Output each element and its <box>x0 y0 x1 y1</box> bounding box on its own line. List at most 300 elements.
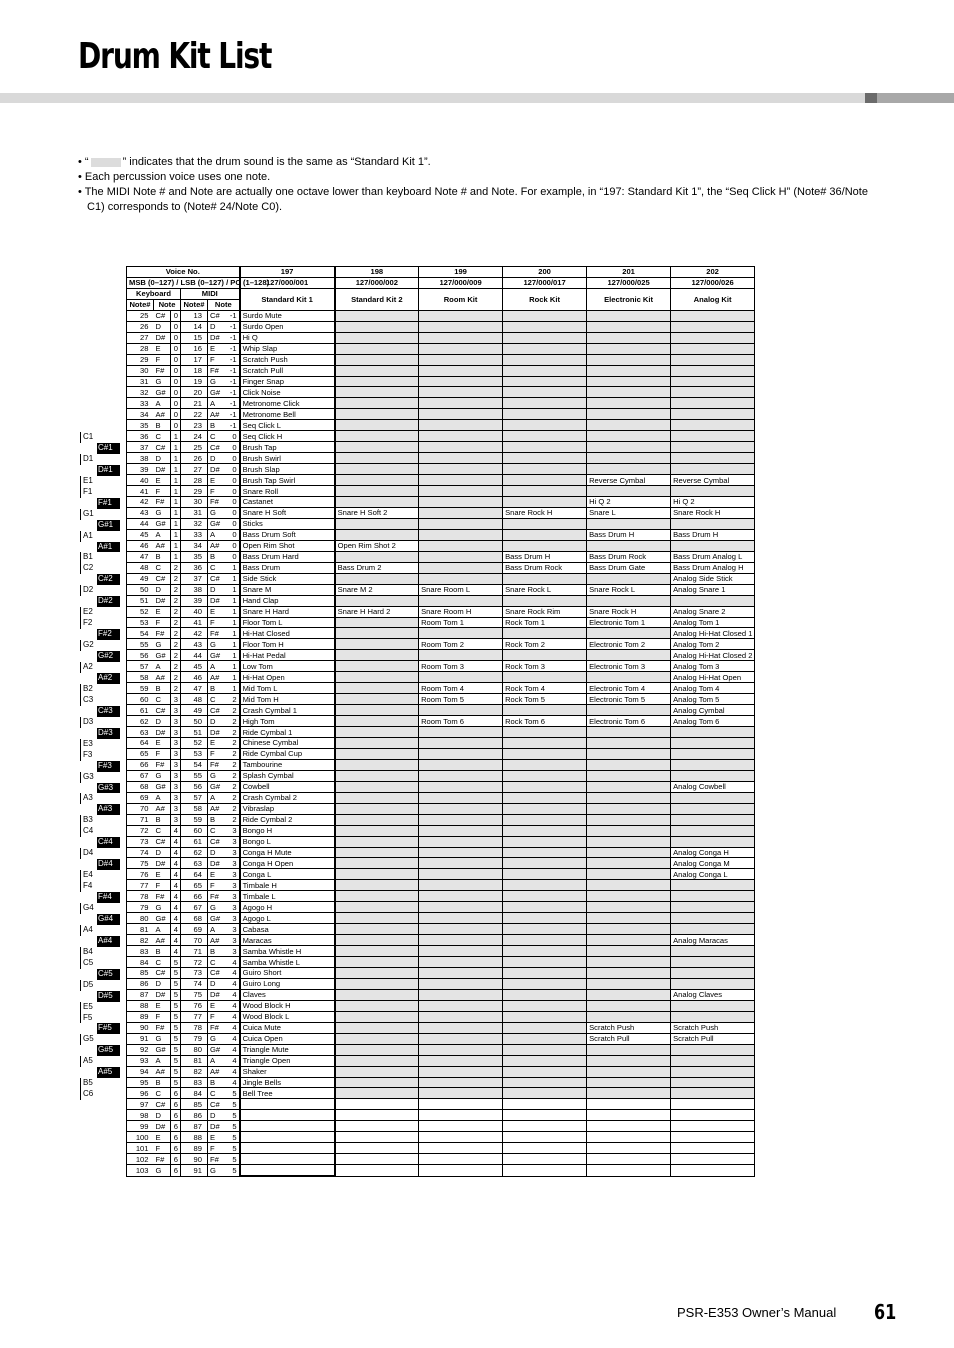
table-cell <box>503 946 587 957</box>
table-cell <box>587 310 671 321</box>
table-cell: Bass Drum 2 <box>335 562 419 573</box>
table-cell <box>671 1143 755 1154</box>
table-cell: Electronic Tom 5 <box>587 694 671 705</box>
table-cell: 2 <box>171 617 181 628</box>
table-cell: 87 <box>181 1121 208 1132</box>
table-cell: Analog Conga M <box>671 858 755 869</box>
table-cell: 47 <box>127 551 154 562</box>
table-cell <box>587 464 671 475</box>
table-cell: 44 <box>127 518 154 529</box>
table-cell: 1 <box>225 661 240 672</box>
table-cell <box>419 529 503 540</box>
table-cell: 28 <box>181 475 208 486</box>
table-cell: Snare Rock L <box>587 584 671 595</box>
table-cell: 1 <box>225 617 240 628</box>
table-row <box>127 1099 854 1110</box>
table-cell <box>335 321 419 332</box>
white-key: B3 <box>80 815 120 826</box>
table-cell: C# <box>154 836 171 847</box>
table-cell <box>587 540 671 551</box>
table-cell <box>587 946 671 957</box>
table-cell <box>335 595 419 606</box>
table-cell <box>587 727 671 738</box>
table-cell: Hi-Hat Open <box>240 672 335 683</box>
table-cell: 89 <box>181 1143 208 1154</box>
table-cell <box>587 1143 671 1154</box>
table-cell <box>419 891 503 902</box>
table-cell: C <box>154 562 171 573</box>
table-cell: A <box>208 398 225 409</box>
table-cell <box>503 1165 587 1176</box>
table-cell <box>671 924 755 935</box>
header-rule-tab <box>877 93 954 103</box>
table-cell: 3 <box>225 858 240 869</box>
table-cell: 2 <box>225 694 240 705</box>
table-cell: Whip Slap <box>240 343 335 354</box>
table-cell <box>419 518 503 529</box>
table-row <box>127 409 854 420</box>
table-row <box>127 1121 854 1132</box>
table-cell: F# <box>154 1154 171 1165</box>
table-cell: 23 <box>181 420 208 431</box>
table-cell <box>587 1099 671 1110</box>
table-cell: 91 <box>127 1033 154 1044</box>
table-cell: 62 <box>181 847 208 858</box>
white-key: G3 <box>80 772 120 783</box>
kit-msb-200: 127/000/017 <box>503 277 587 288</box>
table-cell: 14 <box>181 321 208 332</box>
table-cell: 3 <box>225 880 240 891</box>
table-row <box>127 1000 854 1011</box>
table-cell <box>587 770 671 781</box>
table-cell <box>335 924 419 935</box>
table-cell <box>587 343 671 354</box>
white-key: D5 <box>80 980 120 991</box>
table-cell: F# <box>154 1022 171 1033</box>
table-cell <box>587 748 671 759</box>
table-cell <box>671 1066 755 1077</box>
table-cell: Electronic Tom 2 <box>587 639 671 650</box>
table-cell <box>335 727 419 738</box>
table-cell <box>335 1066 419 1077</box>
table-cell: 0 <box>225 540 240 551</box>
table-cell: D <box>208 716 225 727</box>
table-cell <box>503 529 587 540</box>
table-cell <box>587 1066 671 1077</box>
white-key: F1 <box>80 487 120 498</box>
table-cell <box>335 1110 419 1121</box>
table-cell: Bass Drum <box>240 562 335 573</box>
table-cell: 35 <box>181 551 208 562</box>
table-cell <box>671 1110 755 1121</box>
table-cell: 4 <box>171 891 181 902</box>
table-cell: 27 <box>181 464 208 475</box>
table-cell: Snare Rock H <box>671 507 755 518</box>
table-cell <box>419 858 503 869</box>
table-cell: E <box>154 475 171 486</box>
table-cell <box>503 968 587 979</box>
table-cell <box>503 1154 587 1165</box>
table-cell: F <box>208 1143 225 1154</box>
table-cell: D <box>154 584 171 595</box>
table-cell: 5 <box>171 1077 181 1088</box>
table-cell <box>335 968 419 979</box>
table-cell <box>503 814 587 825</box>
table-cell <box>671 1099 755 1110</box>
table-cell <box>671 913 755 924</box>
table-cell <box>419 540 503 551</box>
table-cell: 43 <box>181 639 208 650</box>
table-cell <box>335 836 419 847</box>
table-cell <box>335 639 419 650</box>
table-cell <box>587 1000 671 1011</box>
table-cell <box>335 420 419 431</box>
drum-kit-table <box>126 266 854 1177</box>
table-cell: 2 <box>171 683 181 694</box>
table-cell: Room Tom 2 <box>419 639 503 650</box>
table-cell: 85 <box>127 968 154 979</box>
table-cell: G <box>154 639 171 650</box>
table-cell <box>587 573 671 584</box>
table-cell <box>503 858 587 869</box>
table-row <box>127 770 854 781</box>
table-cell <box>671 321 755 332</box>
table-cell <box>587 924 671 935</box>
table-cell <box>503 1121 587 1132</box>
table-row <box>127 737 854 748</box>
table-cell <box>335 1022 419 1033</box>
table-cell: 4 <box>225 1000 240 1011</box>
table-cell <box>335 989 419 1000</box>
table-cell: 83 <box>181 1077 208 1088</box>
table-cell: 68 <box>127 781 154 792</box>
table-cell <box>419 1110 503 1121</box>
table-cell: 74 <box>181 978 208 989</box>
table-cell: G# <box>208 1044 225 1055</box>
table-cell <box>671 1077 755 1088</box>
table-cell: Scratch Pull <box>671 1033 755 1044</box>
table-cell: Crash Cymbal 2 <box>240 792 335 803</box>
table-cell <box>587 1132 671 1143</box>
table-cell: 4 <box>225 989 240 1000</box>
table-cell: 2 <box>225 770 240 781</box>
table-cell: 1 <box>225 573 240 584</box>
table-cell <box>335 1055 419 1066</box>
table-cell <box>419 1011 503 1022</box>
table-cell <box>587 957 671 968</box>
table-cell: 56 <box>127 650 154 661</box>
table-cell: 4 <box>171 924 181 935</box>
table-cell: B <box>208 420 225 431</box>
table-cell <box>503 978 587 989</box>
table-cell: F <box>154 617 171 628</box>
table-cell: D <box>208 321 225 332</box>
table-cell <box>671 902 755 913</box>
table-cell <box>335 650 419 661</box>
table-cell <box>587 880 671 891</box>
table-cell <box>419 376 503 387</box>
table-cell: Snare Room H <box>419 606 503 617</box>
white-key: C3 <box>80 695 120 706</box>
table-cell <box>503 913 587 924</box>
table-cell: -1 <box>225 387 240 398</box>
table-cell <box>587 759 671 770</box>
white-key: A1 <box>80 531 120 542</box>
black-key: C#5 <box>97 969 120 980</box>
table-cell: 5 <box>171 1066 181 1077</box>
table-cell: 30 <box>181 497 208 508</box>
table-cell: 6 <box>171 1143 181 1154</box>
table-cell: Scratch Push <box>587 1022 671 1033</box>
table-cell <box>419 814 503 825</box>
table-cell: 65 <box>127 748 154 759</box>
table-cell: 51 <box>127 595 154 606</box>
table-cell: 90 <box>127 1022 154 1033</box>
table-row <box>127 672 854 683</box>
kit-name-198: Standard Kit 2 <box>335 288 419 310</box>
table-cell <box>503 1099 587 1110</box>
white-key: G5 <box>80 1034 120 1045</box>
black-key: C#3 <box>97 706 120 717</box>
table-cell: 6 <box>171 1121 181 1132</box>
table-cell: G# <box>208 781 225 792</box>
table-cell <box>587 332 671 343</box>
table-cell: 2 <box>171 595 181 606</box>
table-cell: -1 <box>225 343 240 354</box>
table-cell <box>240 1121 335 1132</box>
table-cell: Floor Tom H <box>240 639 335 650</box>
table-cell <box>335 497 419 508</box>
table-cell: 60 <box>127 694 154 705</box>
table-cell <box>335 453 419 464</box>
table-cell <box>671 836 755 847</box>
table-cell <box>419 387 503 398</box>
table-cell <box>503 847 587 858</box>
table-cell: G <box>154 507 171 518</box>
table-cell: 61 <box>127 705 154 716</box>
table-cell <box>671 968 755 979</box>
table-cell: 3 <box>171 694 181 705</box>
table-cell: Analog Maracas <box>671 935 755 946</box>
table-cell: G# <box>154 1044 171 1055</box>
table-cell: 3 <box>171 727 181 738</box>
table-cell <box>503 727 587 738</box>
table-cell <box>671 486 755 497</box>
table-cell: 67 <box>127 770 154 781</box>
table-cell: 42 <box>181 628 208 639</box>
table-cell: D <box>208 847 225 858</box>
white-key: F5 <box>80 1013 120 1024</box>
table-cell: Mid Tom H <box>240 694 335 705</box>
table-cell: 78 <box>127 891 154 902</box>
header-row-voice-no <box>127 267 854 278</box>
table-cell: Snare M 2 <box>335 584 419 595</box>
table-cell <box>419 497 503 508</box>
table-cell: C# <box>208 1099 225 1110</box>
table-row <box>127 551 854 562</box>
table-cell: 5 <box>171 968 181 979</box>
black-key: F#3 <box>97 761 120 772</box>
table-cell: F# <box>208 759 225 770</box>
table-cell: Cowbell <box>240 781 335 792</box>
table-cell: D# <box>154 464 171 475</box>
table-cell: Electronic Tom 1 <box>587 617 671 628</box>
table-cell: High Tom <box>240 716 335 727</box>
table-cell: 73 <box>181 968 208 979</box>
table-row <box>127 836 854 847</box>
table-cell: F# <box>154 365 171 376</box>
table-cell <box>335 935 419 946</box>
table-cell: 3 <box>225 891 240 902</box>
header-rule <box>0 93 954 103</box>
table-cell <box>335 913 419 924</box>
table-cell: Snare Rock Rim <box>503 606 587 617</box>
table-cell <box>503 924 587 935</box>
table-cell: 48 <box>127 562 154 573</box>
table-cell: 102 <box>127 1154 154 1165</box>
table-cell <box>503 628 587 639</box>
table-cell: Surdo Open <box>240 321 335 332</box>
table-cell: Room Tom 3 <box>419 661 503 672</box>
table-cell: 79 <box>127 902 154 913</box>
table-cell: D# <box>154 989 171 1000</box>
table-cell: Bell Tree <box>240 1088 335 1099</box>
table-cell: Analog Tom 3 <box>671 661 755 672</box>
table-cell <box>503 573 587 584</box>
table-cell: G# <box>154 387 171 398</box>
table-cell: 2 <box>225 781 240 792</box>
table-cell: 25 <box>181 442 208 453</box>
table-row <box>127 913 854 924</box>
table-row <box>127 1055 854 1066</box>
table-cell <box>335 803 419 814</box>
table-cell: C <box>208 562 225 573</box>
table-cell: C# <box>208 310 225 321</box>
table-cell: Chinese Cymbal <box>240 737 335 748</box>
table-cell <box>503 803 587 814</box>
table-cell: Brush Tap <box>240 442 335 453</box>
table-cell: E <box>208 606 225 617</box>
table-cell: 4 <box>225 1011 240 1022</box>
table-row <box>127 628 854 639</box>
table-cell <box>671 1154 755 1165</box>
table-row <box>127 518 854 529</box>
table-cell: F# <box>208 891 225 902</box>
table-cell: 49 <box>181 705 208 716</box>
table-cell: F <box>154 880 171 891</box>
white-key: E5 <box>80 1002 120 1013</box>
table-cell: G <box>208 376 225 387</box>
table-cell <box>503 737 587 748</box>
table-cell <box>335 825 419 836</box>
table-cell <box>503 595 587 606</box>
table-cell <box>587 858 671 869</box>
table-cell <box>419 957 503 968</box>
table-cell: 4 <box>225 978 240 989</box>
table-cell <box>671 770 755 781</box>
table-cell: B <box>208 551 225 562</box>
table-cell <box>503 1077 587 1088</box>
table-cell <box>587 420 671 431</box>
table-cell <box>335 464 419 475</box>
table-row <box>127 321 854 332</box>
table-cell <box>419 825 503 836</box>
table-cell: 34 <box>127 409 154 420</box>
table-cell: E <box>154 737 171 748</box>
table-cell <box>587 825 671 836</box>
table-cell <box>335 672 419 683</box>
table-row <box>127 584 854 595</box>
table-row <box>127 639 854 650</box>
table-cell: Sticks <box>240 518 335 529</box>
table-cell: F# <box>208 1154 225 1165</box>
white-key: A5 <box>80 1056 120 1067</box>
table-cell <box>419 1033 503 1044</box>
table-row <box>127 1088 854 1099</box>
table-cell: 27 <box>127 332 154 343</box>
table-cell: 3 <box>171 705 181 716</box>
table-cell: Bass Drum Rock <box>503 562 587 573</box>
black-key: F#4 <box>97 892 120 903</box>
kit-no-197: 197 <box>240 267 335 278</box>
table-row <box>127 573 854 584</box>
table-row <box>127 595 854 606</box>
table-cell: 26 <box>127 321 154 332</box>
table-cell: Agogo H <box>240 902 335 913</box>
table-cell: 6 <box>171 1165 181 1176</box>
table-cell: F <box>208 748 225 759</box>
table-cell: Snare Rock L <box>503 584 587 595</box>
table-cell: 2 <box>171 650 181 661</box>
table-cell: Cuica Open <box>240 1033 335 1044</box>
table-cell: 97 <box>127 1099 154 1110</box>
table-cell <box>419 310 503 321</box>
table-cell: 44 <box>181 650 208 661</box>
table-cell <box>503 880 587 891</box>
table-cell <box>587 836 671 847</box>
table-cell <box>335 409 419 420</box>
table-cell: 94 <box>127 1066 154 1077</box>
table-cell: 0 <box>225 431 240 442</box>
table-cell: 0 <box>171 420 181 431</box>
table-cell <box>335 551 419 562</box>
table-cell <box>503 705 587 716</box>
black-key: A#5 <box>97 1067 120 1078</box>
table-cell <box>671 540 755 551</box>
table-cell: -1 <box>225 376 240 387</box>
table-cell <box>503 1000 587 1011</box>
table-cell: C# <box>208 573 225 584</box>
table-cell <box>419 354 503 365</box>
table-cell <box>335 518 419 529</box>
table-cell: 4 <box>225 1066 240 1077</box>
table-cell <box>587 1088 671 1099</box>
table-cell: 66 <box>181 891 208 902</box>
table-row <box>127 453 854 464</box>
table-cell: Castanet <box>240 497 335 508</box>
table-cell: Analog Snare 2 <box>671 606 755 617</box>
table-cell: 1 <box>171 486 181 497</box>
table-cell <box>335 617 419 628</box>
table-cell <box>503 387 587 398</box>
table-cell: A# <box>208 935 225 946</box>
table-cell: 46 <box>127 540 154 551</box>
table-cell: Analog Hi-Hat Closed 1 <box>671 628 755 639</box>
table-cell: Samba Whistle L <box>240 957 335 968</box>
table-cell: 1 <box>171 529 181 540</box>
table-cell <box>671 1165 755 1176</box>
table-cell: 47 <box>181 683 208 694</box>
